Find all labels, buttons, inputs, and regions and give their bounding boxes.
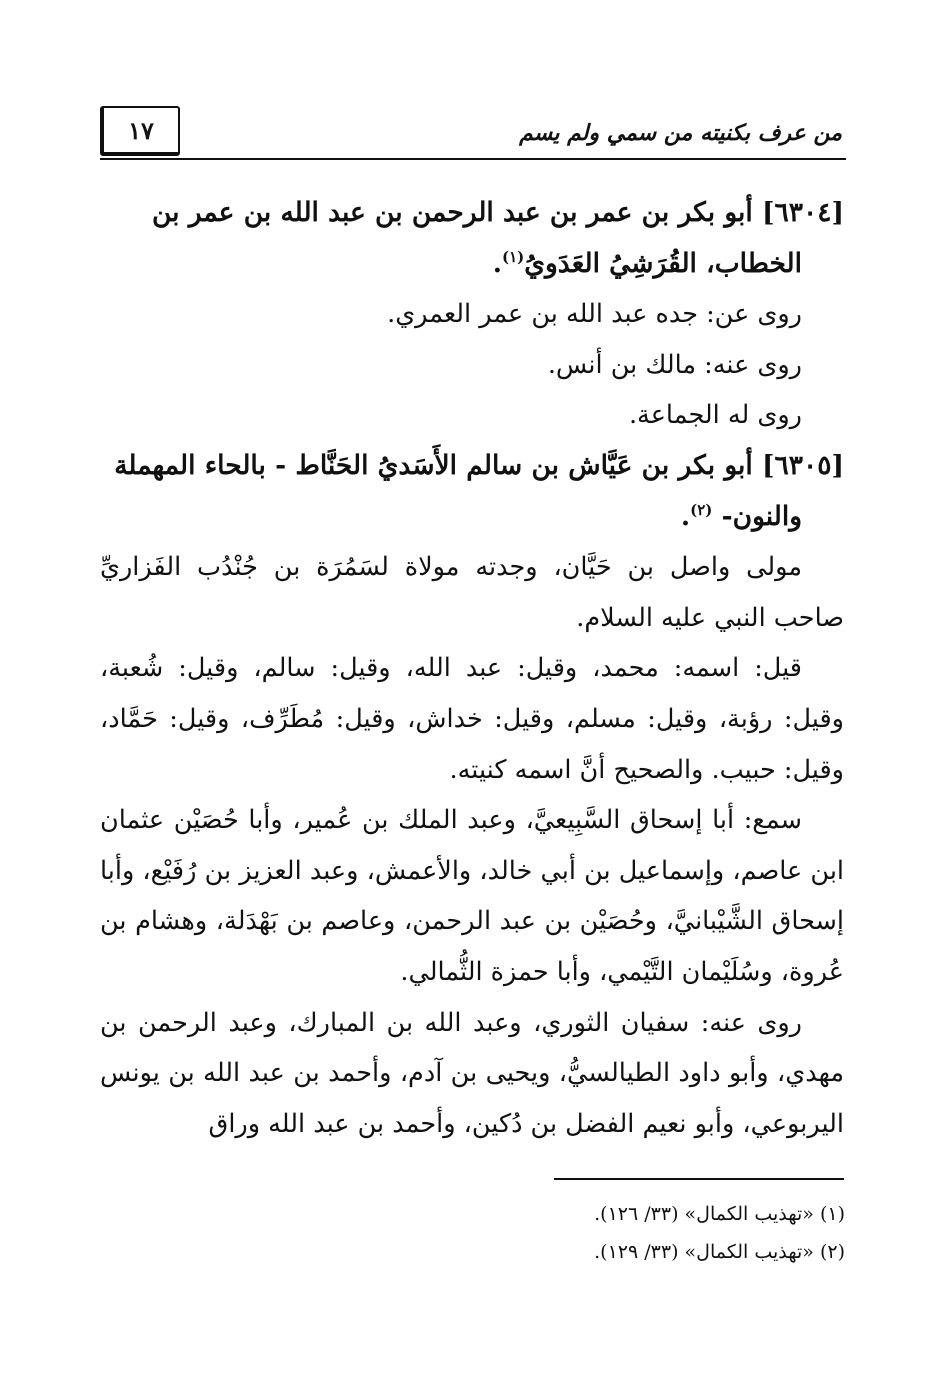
footnote-2: (٢) «تهذيب الكمال» (٣٣/ ١٢٩). bbox=[594, 1241, 845, 1263]
footnote-ref: (١) bbox=[501, 247, 525, 266]
entry-heading-line2: الخطاب، القُرَشِيُ العَدَويُ bbox=[524, 247, 802, 279]
header-rule bbox=[100, 158, 846, 160]
paragraph-names: قيل: اسمه: محمد، وقيل: عبد الله، وقيل: سالم، وقيل: شُعبة، وقيل: رؤبة، وقيل: مسلم، وقيل: خداش، وقيل: مُطَرِّف، وقيل: حَمَّاد، وقيل: حبيب. والصحيح أنَّ اسمه كنيته. bbox=[100, 653, 844, 785]
entry-heading-line1: [٦٣٠٤] أبو بكر بن عمر بن عبد الرحمن بن عبد الله بن عمر بن bbox=[151, 197, 844, 228]
entry-heading-continuation bbox=[100, 239, 844, 290]
entry-heading-line1: [٦٣٠٥] أبو بكر بن عَيَّاش بن سالم الأَسَديُ الحَنَّاط - بالحاء المهملة bbox=[114, 449, 844, 481]
page-number: ١٧ bbox=[100, 106, 180, 156]
entry-6305 bbox=[100, 441, 844, 1149]
footnote-ref: (٢) bbox=[690, 500, 713, 519]
heading-end: . bbox=[680, 500, 691, 532]
narrated-by-line: روى عنه: مالك بن أنس. bbox=[547, 349, 802, 380]
heading-end: . bbox=[492, 247, 502, 279]
narrated-for-line: روى له الجماعة. bbox=[628, 400, 802, 431]
entry-heading bbox=[100, 188, 844, 239]
entry-heading-line2: والنون- bbox=[721, 500, 802, 532]
footnote-rule bbox=[554, 1178, 844, 1180]
paragraph-narrated-by: روى عنه: سفيان الثوري، وعبد الله بن المبارك، وعبد الرحمن بن مهدي، وأبو داود الطيالسيُّ، ويحيى بن آدم، وأحمد بن عبد الله بن يونس اليربوعي، وأبو نعيم الفضل بن دُكين، وأحمد بن عبد الله وراق bbox=[100, 1007, 844, 1139]
entry-heading-continuation bbox=[100, 492, 844, 543]
page-header bbox=[98, 104, 846, 160]
narrated-from-line: روى عن: جده عبد الله بن عمر العمري. bbox=[387, 299, 802, 330]
footnote-1: (١) «تهذيب الكمال» (٣٣/ ١٢٦). bbox=[594, 1203, 845, 1225]
paragraph-lineage: مولى واصل بن حَيَّان، وجدته مولاة لسَمُرَة بن جُنْدُب الفَزاريِّ صاحب النبي عليه السلام. bbox=[100, 552, 844, 633]
paragraph-heard-from: سمع: أبا إسحاق السَّبِيعيَّ، وعبد الملك بن عُمير، وأبا حُصَيْن عثمان ابن عاصم، وإسماعيل بن أبي خالد، والأعمش، وعبد العزيز بن رُفَيْع، وأبا إسحاق الشَّيْبانيَّ، وحُصَيْن بن عبد الرحمن، وعاصم بن بَهْدَلة، وهشام بن عُروة، وسُلَيْمان التَّيْمي، وأبا حمزة الثُّمالي. bbox=[100, 805, 844, 987]
footnotes bbox=[101, 1195, 845, 1271]
entry-heading bbox=[100, 441, 844, 492]
main-text bbox=[100, 188, 844, 1149]
entry-6304 bbox=[100, 188, 844, 441]
running-head: من عرف بكنيته من سمي ولم يسم bbox=[519, 120, 842, 146]
